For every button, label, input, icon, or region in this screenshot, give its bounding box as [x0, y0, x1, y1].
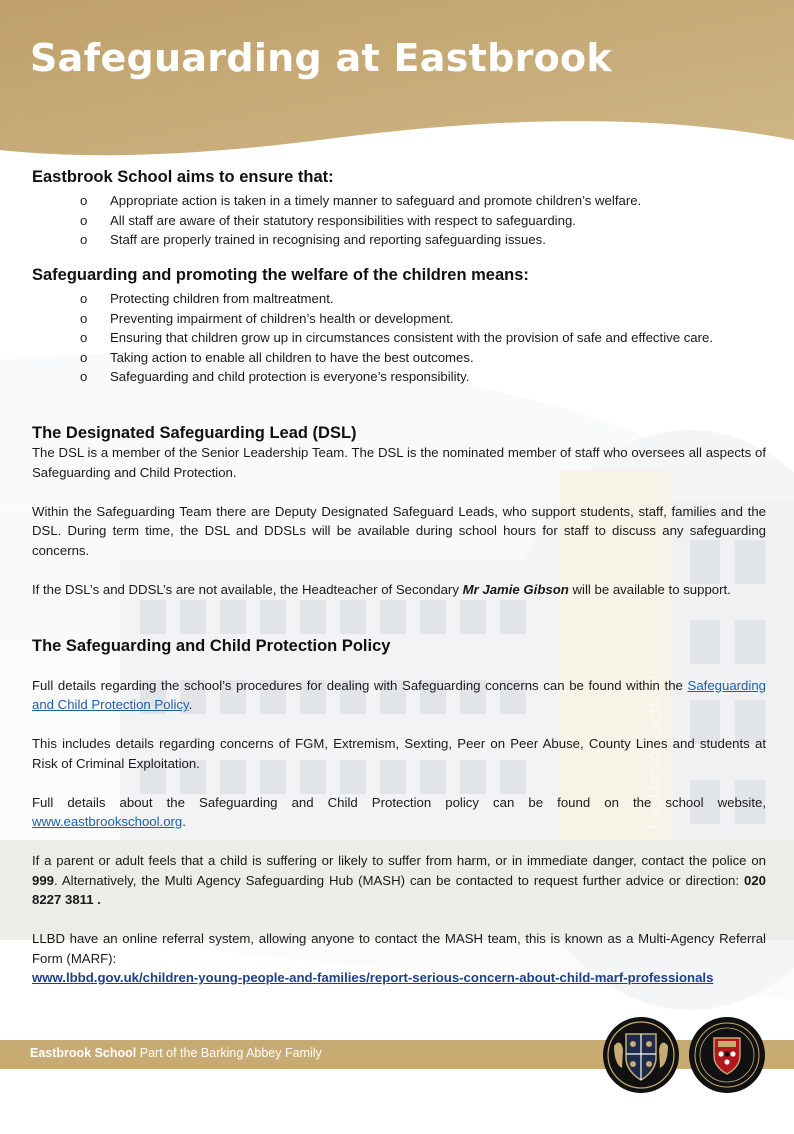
bullet: o [80, 291, 88, 306]
aims-section [32, 168, 641, 250]
headteacher-name: Mr Jamie Gibson [462, 581, 569, 597]
bullet: o [80, 310, 88, 326]
list-item: o Ensuring that children grow up in circumstances consistent with the provision of safe and effective care. [32, 328, 713, 348]
eastbrook-crest-icon [602, 1016, 680, 1094]
list-item: o Preventing impairment of children’s health or development. [32, 309, 713, 329]
mash-phone: 020 8227 3811 . [32, 872, 766, 907]
list-item: o Appropriate action is taken in a timely manner to safeguard and promote children’s welfare. [32, 191, 641, 211]
dsl-paragraph-3: If the DSL’s and DDSL’s are not available, the Headteacher of Secondary Mr Jamie Gibson will be available to support. [32, 581, 731, 597]
bullet: o [80, 349, 88, 365]
barking-abbey-crest-icon [688, 1016, 766, 1094]
marf-link-line [32, 968, 766, 988]
policy-paragraph-5: LLBD have an online referral system, allowing anyone to contact the MASH team, this is known as a Multi-Agency Referral Form (MARF): [32, 931, 766, 966]
bullet: o [80, 232, 88, 247]
school-website-link[interactable]: www.eastbrookschool.org [32, 814, 183, 829]
list-item: o Protecting children from maltreatment. [32, 289, 713, 309]
policy-paragraph-4: If a parent or adult feels that a child is suffering or likely to suffer from harm, or in immediate danger, contact the police on 999. Alternatively, the Multi Agency Safeguarding Hub (MASH) can be contacted to request further advice or direction: 020 8227 3811 . [32, 853, 766, 907]
footer-tagline: Part of the Barking Abbey Family [136, 1046, 322, 1060]
bullet: o [80, 212, 88, 228]
police-number: 999 [32, 872, 55, 888]
policy-section [32, 637, 766, 988]
welfare-heading: Safeguarding and promoting the welfare of the children means: [32, 266, 529, 284]
policy-paragraph-1: Full details regarding the school’s procedures for dealing with Safeguarding concerns can be found within the Safeguarding and Child Protection Policy. [32, 677, 766, 712]
aims-list [32, 191, 641, 250]
bullet: o [80, 330, 88, 345]
aims-heading: Eastbrook School aims to ensure that: [32, 168, 334, 186]
policy-paragraph-3: Full details about the Safeguarding and Child Protection policy can be found on the school website, www.eastbrookschool.org. [32, 794, 766, 829]
welfare-list [32, 289, 713, 387]
list-item: o Taking action to enable all children to have the best outcomes. [32, 348, 713, 368]
policy-heading: The Safeguarding and Child Protection Policy [32, 637, 391, 655]
welfare-section [32, 266, 713, 387]
list-item: o All staff are aware of their statutory responsibilities with respect to safeguarding. [32, 211, 641, 231]
dsl-paragraph-1: The DSL is a member of the Senior Leadership Team. The DSL is the nominated member of staff who oversees all aspects of Safeguarding and Child Protection. [32, 445, 766, 480]
list-item: o Staff are properly trained in recognising and reporting safeguarding issues. [32, 230, 641, 250]
page-title: Safeguarding at Eastbrook [30, 36, 613, 80]
dsl-paragraph-2: Within the Safeguarding Team there are Deputy Designated Safeguard Leads, who support students, staff, families and the DSL. During term time, the DSL and DDSLs will be available during school hours for staff to discuss any safeguarding concerns. [32, 503, 766, 558]
footer-school: Eastbrook School [30, 1046, 137, 1060]
list-item: o Safeguarding and child protection is everyone’s responsibility. [32, 367, 713, 387]
dsl-section [32, 424, 766, 599]
bullet: o [80, 193, 88, 208]
footer-text [30, 1046, 322, 1060]
policy-link[interactable]: Safeguarding and Child Protection Policy [32, 677, 766, 712]
dsl-heading: The Designated Safeguarding Lead (DSL) [32, 424, 357, 442]
marf-link[interactable]: www.lbbd.gov.uk/children-young-people-and-families/report-serious-concern-about-child-marf-professionals [32, 970, 714, 985]
building-sign: Eastbrook School [644, 674, 665, 830]
bullet: o [80, 369, 88, 384]
policy-paragraph-2: This includes details regarding concerns of FGM, Extremism, Sexting, Peer on Peer Abuse, County Lines and students at Risk of Criminal Exploitation. [32, 736, 766, 771]
